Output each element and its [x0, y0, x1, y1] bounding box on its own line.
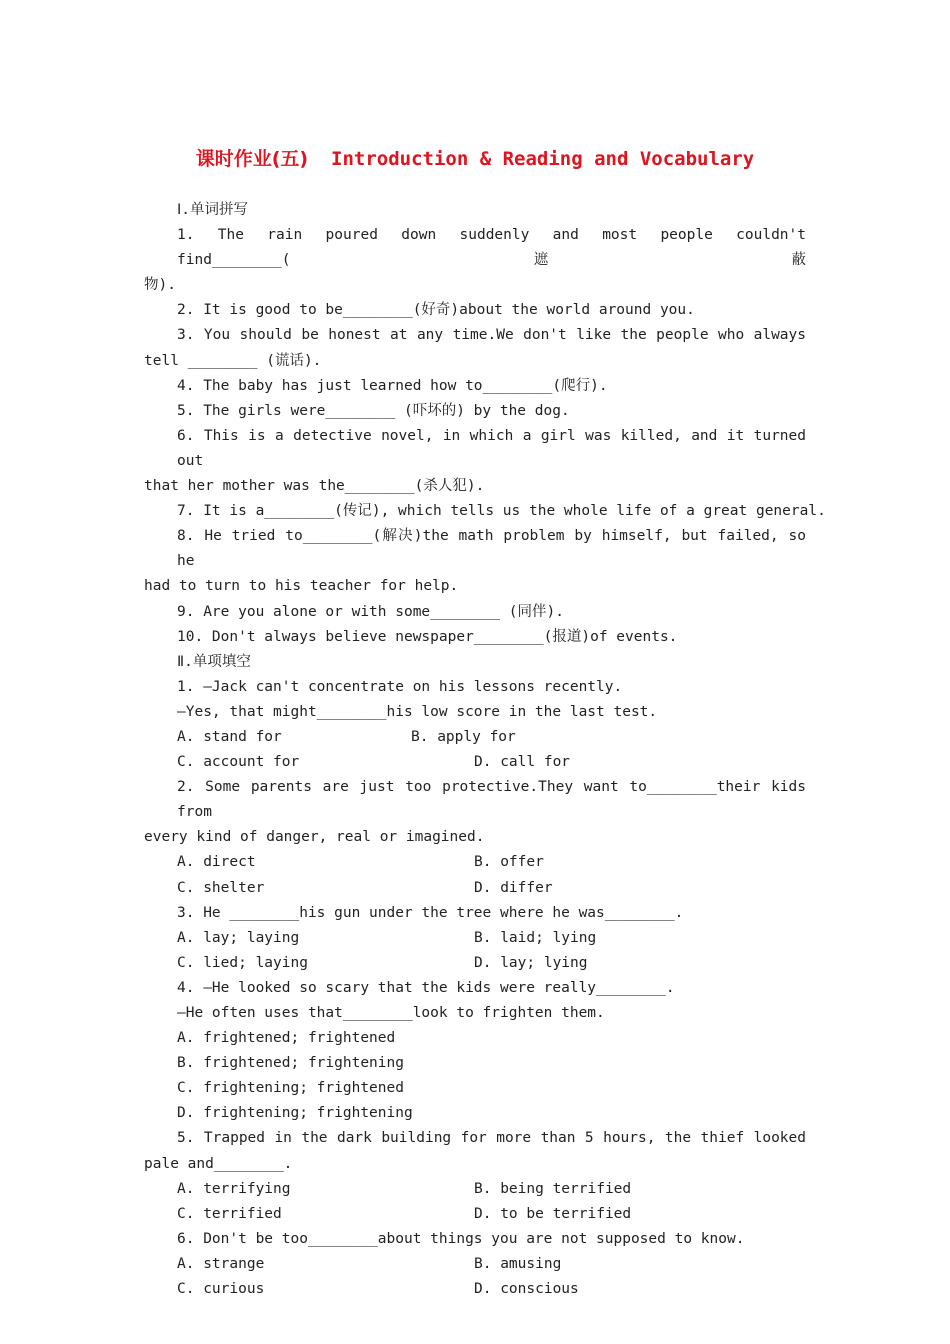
choice-q1-line-1: 1. —Jack can't concentrate on his lessons recently. — [177, 678, 623, 695]
choice-q4-option-d: D. frightening; frightening — [177, 1105, 413, 1122]
choice-q5-line-1: 5. Trapped in the dark building for more than 5 hours, the thief looked — [177, 1130, 806, 1147]
page-title — [0, 144, 950, 171]
choice-q4-option-b: B. frightened; frightening — [177, 1055, 404, 1072]
spelling-item-1-line-2: 物). — [144, 277, 176, 294]
choice-q6-option-c: C. curious — [177, 1281, 265, 1298]
choice-q1-line-2: —Yes, that might________his low score in the last test. — [177, 703, 658, 720]
choice-q4-option-c: C. frightening; frightened — [177, 1080, 404, 1097]
choice-q2-option-b: B. offer — [474, 854, 544, 871]
spelling-item-5: 5. The girls were________ (吓坏的) by the dog. — [177, 402, 570, 419]
choice-q5-line-2: pale and________. — [144, 1155, 293, 1172]
choice-q1-option-a: A. stand for — [177, 728, 282, 745]
spelling-item-9: 9. Are you alone or with some________ (同伴). — [177, 603, 564, 620]
choice-q5-option-a: A. terrifying — [177, 1180, 291, 1197]
choice-q2-option-c: C. shelter — [177, 879, 265, 896]
choice-q3-option-a: A. lay; laying — [177, 929, 300, 946]
choice-q5-options-row-1 — [144, 1177, 806, 1202]
choice-q3-options-row-2 — [144, 951, 806, 976]
choice-q2-options-row-1 — [144, 850, 806, 875]
spelling-item-4: 4. The baby has just learned how to________(爬行). — [177, 377, 608, 394]
choice-q1-option-b: B. apply for — [411, 728, 516, 745]
choice-q4-option-a: A. frightened; frightened — [177, 1030, 396, 1047]
title-chinese: 课时作业(五) — [195, 148, 309, 170]
choice-q6-option-a: A. strange — [177, 1255, 265, 1272]
worksheet-body — [144, 198, 826, 1302]
choice-q6-options-row-2 — [144, 1277, 806, 1302]
choice-q6-option-b: B. amusing — [474, 1255, 562, 1272]
choice-q4-line-1: 4. —He looked so scary that the kids were really________. — [177, 979, 675, 996]
choice-q5-option-d: D. to be terrified — [474, 1205, 632, 1222]
spelling-item-3-line-2: tell ________ (谎话). — [144, 352, 322, 369]
choice-q3-option-c: C. lied; laying — [177, 954, 308, 971]
choice-q6-option-d: D. conscious — [474, 1281, 579, 1298]
choice-q2-options-row-2 — [144, 876, 806, 901]
section-1-heading: Ⅰ.单词拼写 — [177, 202, 249, 218]
choice-q5-option-c: C. terrified — [177, 1205, 282, 1222]
choice-q1-options-row-1 — [144, 725, 806, 750]
spelling-item-3-line-1: 3. You should be honest at any time.We don't like the people who always — [177, 327, 806, 344]
choice-q5-options-row-2 — [144, 1202, 806, 1227]
choice-q3-line-1: 3. He ________his gun under the tree where he was________. — [177, 904, 684, 921]
section-2-heading: Ⅱ.单项填空 — [177, 653, 251, 670]
spelling-item-10: 10. Don't always believe newspaper________(报道)of events. — [177, 628, 678, 645]
spelling-item-7: 7. It is a________(传记), which tells us the whole life of a great general. — [177, 503, 826, 520]
choice-q6-line-1: 6. Don't be too________about things you are not supposed to know. — [177, 1230, 745, 1247]
choice-q3-option-d: D. lay; lying — [474, 954, 588, 971]
spelling-item-2: 2. It is good to be________(好奇)about the world around you. — [177, 302, 695, 319]
spelling-item-8-line-2: had to turn to his teacher for help. — [144, 578, 459, 595]
choice-q4-line-2: —He often uses that________look to frighten them. — [177, 1005, 605, 1021]
spelling-item-6-line-1: 6. This is a detective novel, in which a girl was killed, and it turned out — [177, 427, 806, 469]
choice-q2-line-1: 2. Some parents are just too protective.They want to________their kids from — [177, 779, 806, 821]
title-english: Introduction & Reading and Vocabulary — [331, 148, 755, 170]
choice-q2-option-d: D. differ — [474, 879, 553, 896]
choice-q2-line-2: every kind of danger, real or imagined. — [144, 829, 485, 846]
choice-q1-options-row-2 — [144, 750, 806, 775]
choice-q3-option-b: B. laid; lying — [474, 929, 597, 946]
spelling-item-6-line-2: that her mother was the________(杀人犯). — [144, 478, 485, 495]
choice-q5-option-b: B. being terrified — [474, 1180, 632, 1197]
choice-q6-options-row-1 — [144, 1252, 806, 1277]
choice-q1-option-c: C. account for — [177, 754, 300, 771]
spelling-item-8-line-1: 8. He tried to________(解决)the math problem by himself, but failed, so he — [177, 528, 806, 570]
spelling-item-1-line-1: 1. The rain poured down suddenly and most people couldn't find________(遮蔽 — [177, 227, 806, 269]
choice-q2-option-a: A. direct — [177, 854, 256, 871]
choice-q1-option-d: D. call for — [474, 754, 571, 771]
choice-q3-options-row-1 — [144, 926, 806, 951]
